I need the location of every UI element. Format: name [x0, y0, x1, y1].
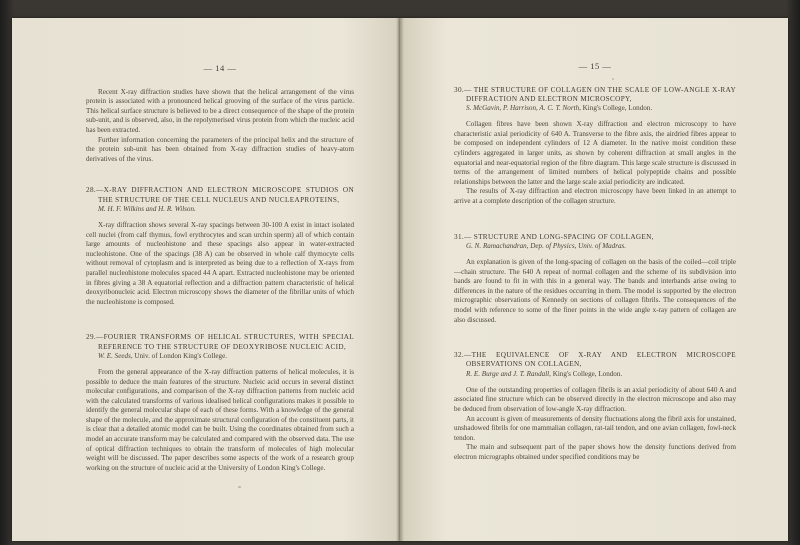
- paper-fleck: [612, 78, 614, 80]
- section-30-affiliation: King's College, London.: [582, 104, 653, 112]
- section-32-author-names: R. E. Burge and J. T. Randall,: [466, 369, 551, 378]
- section-29-affiliation: Univ. of London King's College.: [134, 351, 228, 360]
- section-31-paragraph: An explanation is given of the long-spacing of collagen on the basis of the coiled—coil triple—chain structure. The 640 A repeat of normal collagen and the scheme of its subdivision into bands are found to fit in with this in a general way. The bands and interbands arise owing to differences in the nature of the residues occurring in them. The model is supported by the electron micrographic observations of Kennedy on sections of collagen fibrils. The consequences of the model with reference to some of the finer points in the wide angle x-ray pattern of collagen are also discussed.: [454, 257, 736, 324]
- left-page: [12, 18, 400, 541]
- section-32-authors: [454, 370, 736, 379]
- right-page: [400, 18, 788, 541]
- section-29-author-names: W. E. Seeds,: [98, 351, 133, 360]
- section-32-paragraph: The main and subsequent part of the paper shows how the density functions derived from electron micrographs obtained under specified conditions may be: [454, 443, 736, 461]
- section-31-affiliation: Dep. of Physics, Univ. of Madras.: [530, 241, 627, 250]
- section-29-heading: [86, 333, 354, 351]
- left-page-content: [86, 64, 354, 473]
- section-30-paragraph: Collagen fibres have been shown X-ray diffraction and electron microscopy to have characteristic axial periodicity of 640 A. Transverse to the fibre axis, the airdried fibres appear to be composed on independent cylinders of 12 A diameter. In the native moist condition these cylinders aggregated in larger units, as shown by coherent diffraction at small angles in the equatorial and near-equatorial region of the fibre diagram. This large scale structure is discussed in terms of the arrangement of limited numbers of helical polypeptide chains and possible relationships between the latter and the large scale axial periodicity are indicated.: [454, 120, 736, 186]
- section-29-paragraph: From the general appearance of the X-ray diffraction patterns of helical molecules, it is possible to deduce the main features of the structure. Nucleic acid occurs in several distinct molecular configurations, and comparison of the X-ray diffraction patterns from nucleic acid with the calculated transforms of various idealised helical configurations makes it possible to identify the general molecular shape of each of these forms. With a knowledge of the general shape of the molecule, and the approximate structural configuration of the constituent parts, it is clear that a detailed atomic model can be built. Using the coordinates obtained from such a model an accurate transform may be calculated and compared with the observed data. The use of optical diffraction techniques to obtain the transform of molecules of high molecular weight will be discussed. The paper describes some aspects of the work of a research group working on the structure of nucleic acid at the University of London King's College.: [86, 367, 354, 472]
- section-32-affiliation: King's College, London.: [552, 369, 623, 378]
- section-29-authors: [86, 352, 354, 361]
- left-page-number: — 14 —: [203, 63, 237, 73]
- right-page-number: — 15 —: [578, 61, 612, 71]
- section-28-author-names: M. H. F. Wilkins and H. R. Wilson.: [98, 204, 196, 213]
- section-28-heading: 28.—X-RAY DIFFRACTION AND ELECTRON MICROSCOPE STUDIOS ON THE STRUCTURE OF THE CELL NUCLEUS AND NUCLEAPROTEINS,: [86, 186, 354, 204]
- section-31-authors: [454, 242, 736, 251]
- right-page-content: [454, 62, 736, 462]
- section-30-authors: [454, 104, 736, 113]
- intro-paragraph: Further information concerning the parameters of the principal helix and the structure of the protein sub-unit has been obtained from X-ray diffraction studies of heavy-atom derivatives of the virus.: [86, 135, 354, 163]
- intro-paragraph: Recent X-ray diffraction studies have shown that the helical arrangement of the virus protein is associated with a pronounced helical grooving of the surface of the virus particle. This helical surface structure is believed to be a direct consequence of the shape of the protein sub-unit, and is observed, also, in the repolymerised virus protein from which the nucleic acid has been extracted.: [86, 87, 354, 134]
- section-30-author-names: S. McGavin, P. Harrison, A. C. T. North,: [466, 104, 581, 112]
- section-32-paragraph: An account is given of measurements of density fluctuations along the fibril axis for unstained, unshadowed fibrils for one mammalian collagen, rat-tail tendon, and one avian collagen, fowl-neck tendon.: [454, 414, 736, 442]
- paper-fleck: [238, 486, 241, 488]
- section-32-paragraph: One of the outstanding properties of collagen fibrils is an axial periodicity of about 640 A and associated fine structure which can be observed directly in the electron microscope and also may be deduced from observation of low-angle X-ray diffraction.: [454, 385, 736, 413]
- section-28-paragraph: X-ray diffraction shows several X-ray spacings between 30-100 A exist in intact isolated cell nuclei (from calf thymus, fowl erythrocytes and scan urchin sperm) all of which contain large amounts of nucleohistone and these spacings also appear in water-extracted nucleohistone. One of the spacings (38 A) can be observed in whole calf thymocyte cells without removal of cytoplasm and is interpreted as being due to a reflection of X-rays from parallel nucleohistone molecules spaced 44 A apart. Extracted nucleohistone may be oriented in fibres giving a 38 A equatorial reflection and a diffraction pattern characteristic of helical deoxyribonucleic acid. Electron microscopy shows the diameter of the fibrillar units of which the nucleohistone is composed.: [86, 220, 354, 306]
- section-29-title: 29.—FOURIER TRANSFORMS OF HELICAL STRUCTURES, WITH SPECIAL REFERENCE TO THE STRUCTURE OF DEOXYRIBOSE NUCLEIC ACID,: [86, 333, 354, 351]
- section-30-heading: 30.— THE STRUCTURE OF COLLAGEN ON THE SCALE OF LOW-ANGLE X-RAY DIFFRACTION AND ELECTRON MICROSCOPY,: [454, 85, 736, 103]
- section-28-authors: [86, 205, 354, 214]
- book-gutter: [396, 18, 404, 541]
- section-32-heading: 32.—THE EQUIVALENCE OF X-RAY AND ELECTRON MICROSCOPE OBSERVATIONS ON COLLAGEN,: [454, 351, 736, 369]
- section-31-heading: 31.— STRUCTURE AND LONG-SPACING OF COLLAGEN,: [454, 232, 654, 241]
- section-31-author-names: G. N. Ramachandran,: [466, 241, 529, 250]
- section-30-paragraph: The results of X-ray diffraction and electron microscopy have been linked in an attempt to arrive at a complete description of the collagen structure.: [454, 187, 736, 205]
